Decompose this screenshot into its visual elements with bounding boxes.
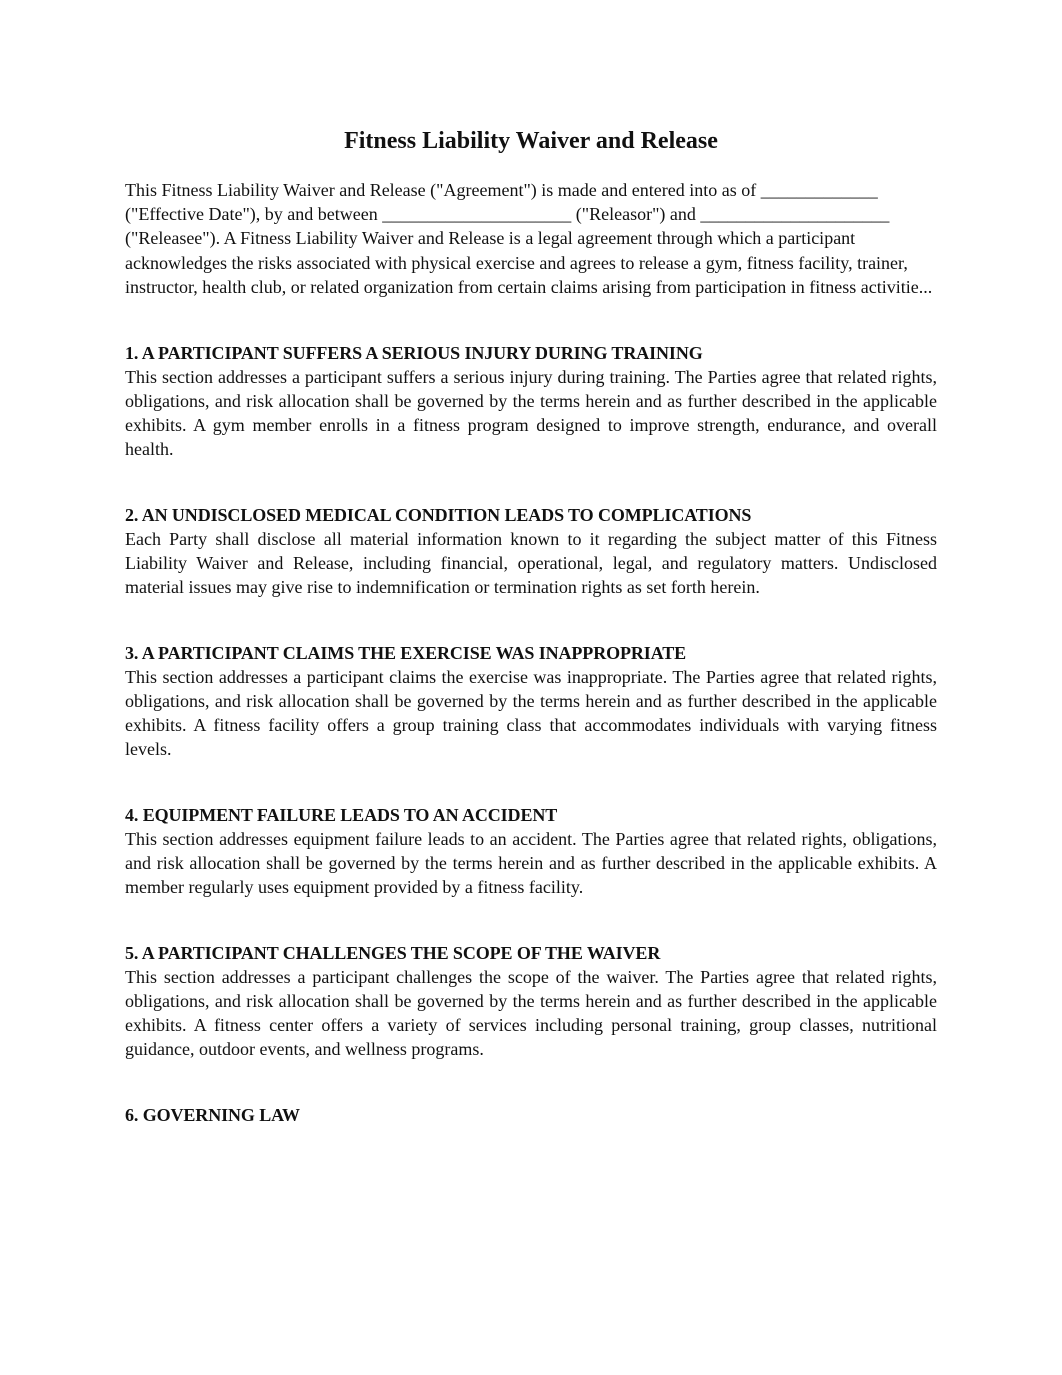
- section-2: [125, 503, 937, 599]
- section-body: This section addresses a participant suffers a serious injury during training. The Parties agree that related rights, obligations, and risk allocation shall be governed by the terms herein and as further described in the applicable exhibits. A gym member enrolls in a fitness program designed to improve strength, endurance, and overall health.: [125, 367, 937, 460]
- section-1: [125, 341, 937, 461]
- section-heading: 2. AN UNDISCLOSED MEDICAL CONDITION LEADS TO COMPLICATIONS: [125, 505, 752, 526]
- section-body: This section addresses a participant claims the exercise was inappropriate. The Parties agree that related rights, obligations, and risk allocation shall be governed by the terms herein and as further described in the applicable exhibits. A fitness facility offers a group training class that accommodates individuals with varying fitness levels.: [125, 667, 937, 760]
- intro-paragraph: This Fitness Liability Waiver and Release ("Agreement") is made and entered into as of _____________ ("Effective Date"), by and between _____________________ ("Releasor") and _____________________ ("Releasee"). A Fitness Liability Waiver and Release is a legal agreement through which a participant acknowledges the risks associated with physical exercise and agrees to release a gym, fitness facility, trainer, instructor, health club, or related organization from certain claims arising from participation in fitness activitie...: [125, 180, 933, 297]
- document-title: Fitness Liability Waiver and Release: [344, 128, 718, 154]
- section-body: This section addresses equipment failure leads to an accident. The Parties agree that related rights, obligations, and risk allocation shall be governed by the terms herein and as further described in the applicable exhibits. A member regularly uses equipment provided by a fitness facility.: [125, 829, 937, 898]
- section-heading: 1. A PARTICIPANT SUFFERS A SERIOUS INJURY DURING TRAINING: [125, 343, 703, 364]
- section-3: [125, 641, 937, 761]
- section-body: This section addresses a participant challenges the scope of the waiver. The Parties agree that related rights, obligations, and risk allocation shall be governed by the terms herein and as further described in the applicable exhibits. A fitness center offers a variety of services including personal training, group classes, nutritional guidance, outdoor events, and wellness programs.: [125, 967, 937, 1060]
- section-5: [125, 941, 937, 1061]
- section-heading: 5. A PARTICIPANT CHALLENGES THE SCOPE OF THE WAIVER: [125, 943, 661, 964]
- document-content: [125, 124, 937, 1127]
- section-heading: 4. EQUIPMENT FAILURE LEADS TO AN ACCIDENT: [125, 805, 558, 826]
- section-heading: 6. GOVERNING LAW: [125, 1105, 300, 1126]
- section-heading: 3. A PARTICIPANT CLAIMS THE EXERCISE WAS INAPPROPRIATE: [125, 643, 687, 664]
- section-4: [125, 803, 937, 899]
- section-body: Each Party shall disclose all material information known to it regarding the subject matter of this Fitness Liability Waiver and Release, including financial, operational, legal, and regulatory matters. Undisclosed material issues may give rise to indemnification or termination rights as set forth herein.: [125, 529, 937, 598]
- section-6: [125, 1103, 937, 1127]
